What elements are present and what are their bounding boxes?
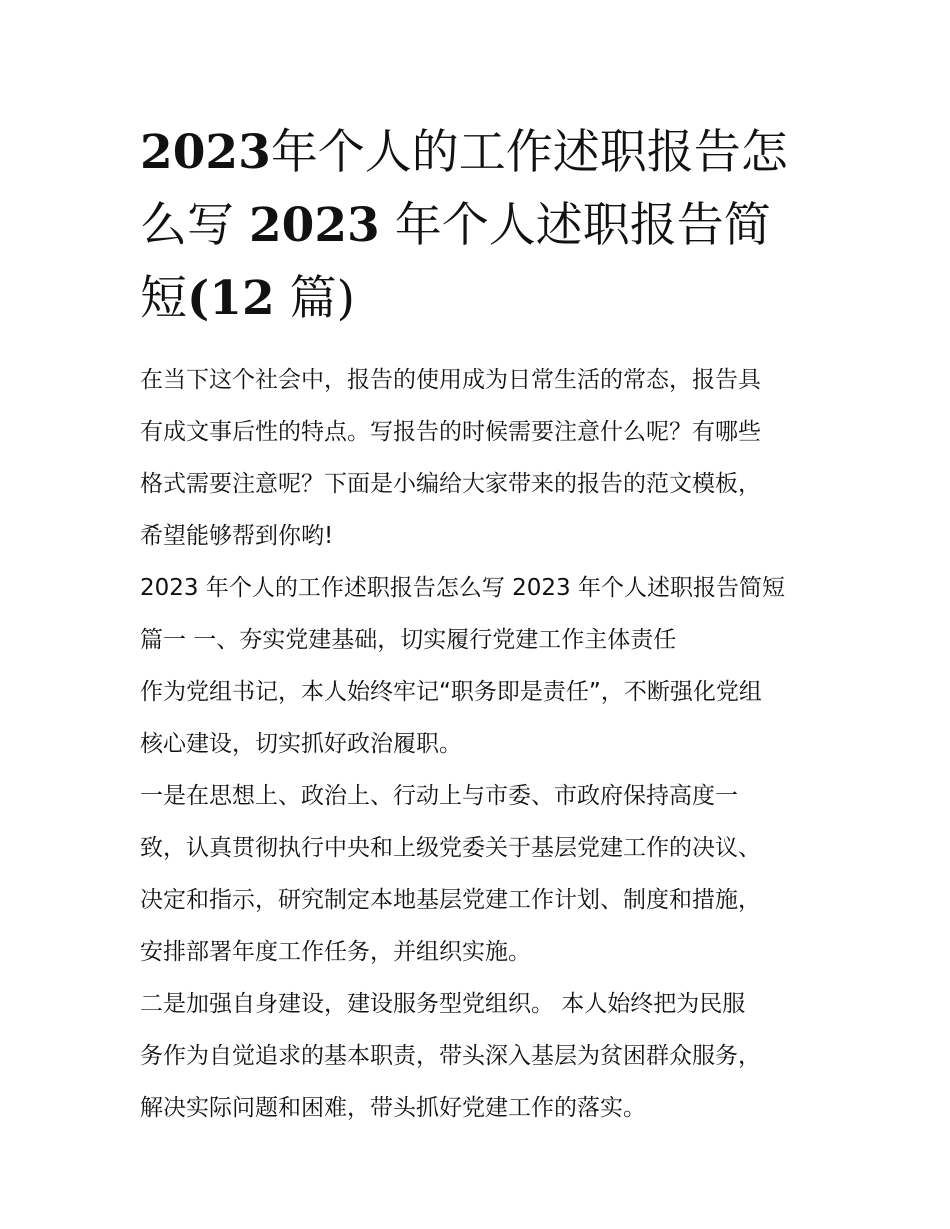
title-line-1 xyxy=(140,116,820,189)
title-line-2 xyxy=(140,189,820,262)
body-line: 安排部署年度工作任务，并组织实施。 xyxy=(140,939,531,965)
title-line-3 xyxy=(140,262,820,335)
body-line: 希望能够帮到你哟! xyxy=(140,523,334,549)
body-line: 务作为自觉追求的基本职责，带头深入基层为贫困群众服务， xyxy=(140,1043,761,1069)
title-text: 篇) xyxy=(274,271,355,326)
body-line: 有成文事后性的特点。写报告的时候需要注意什么呢？有哪些 xyxy=(140,419,761,445)
document-body xyxy=(140,356,820,1136)
body-line: 决定和指示，研究制定本地基层党建工作计划、制度和措施， xyxy=(140,887,761,913)
body-line: 解决实际问题和困难，带头抓好党建工作的落实。 xyxy=(140,1095,646,1121)
title-year: 2023 xyxy=(248,198,380,253)
body-line: 一是在思想上、政治上、行动上与市委、市政府保持高度一 xyxy=(140,783,738,809)
body-line: 2023 年个人的工作述职报告怎么写 2023 年个人述职报告简短 xyxy=(140,575,785,601)
body-line: 格式需要注意呢？下面是小编给大家带来的报告的范文模板， xyxy=(140,471,761,497)
body-line: 作为党组书记，本人始终牢记“职务即是责任”，不断强化党组 xyxy=(140,679,762,705)
title-count: (12 xyxy=(187,271,275,326)
title-text: 么写 xyxy=(140,198,249,253)
title-text: 年个人的工作述职报告怎 xyxy=(270,125,788,180)
title-text: 年个人述职报告简 xyxy=(379,198,771,253)
body-line: 致，认真贯彻执行中央和上级党委关于基层党建工作的决议、 xyxy=(140,835,761,861)
title-text: 短 xyxy=(140,271,187,326)
body-line: 在当下这个社会中，报告的使用成为日常生活的常态，报告具 xyxy=(140,367,761,393)
title-year: 2023 xyxy=(140,125,271,180)
document-title xyxy=(140,116,820,335)
body-line: 篇一 一、夯实党建基础，切实履行党建工作主体责任 xyxy=(140,627,677,653)
body-line: 二是加强自身建设，建设服务型党组织。 本人始终把为民服 xyxy=(140,991,746,1017)
body-line: 核心建设，切实抓好政治履职。 xyxy=(140,731,462,757)
